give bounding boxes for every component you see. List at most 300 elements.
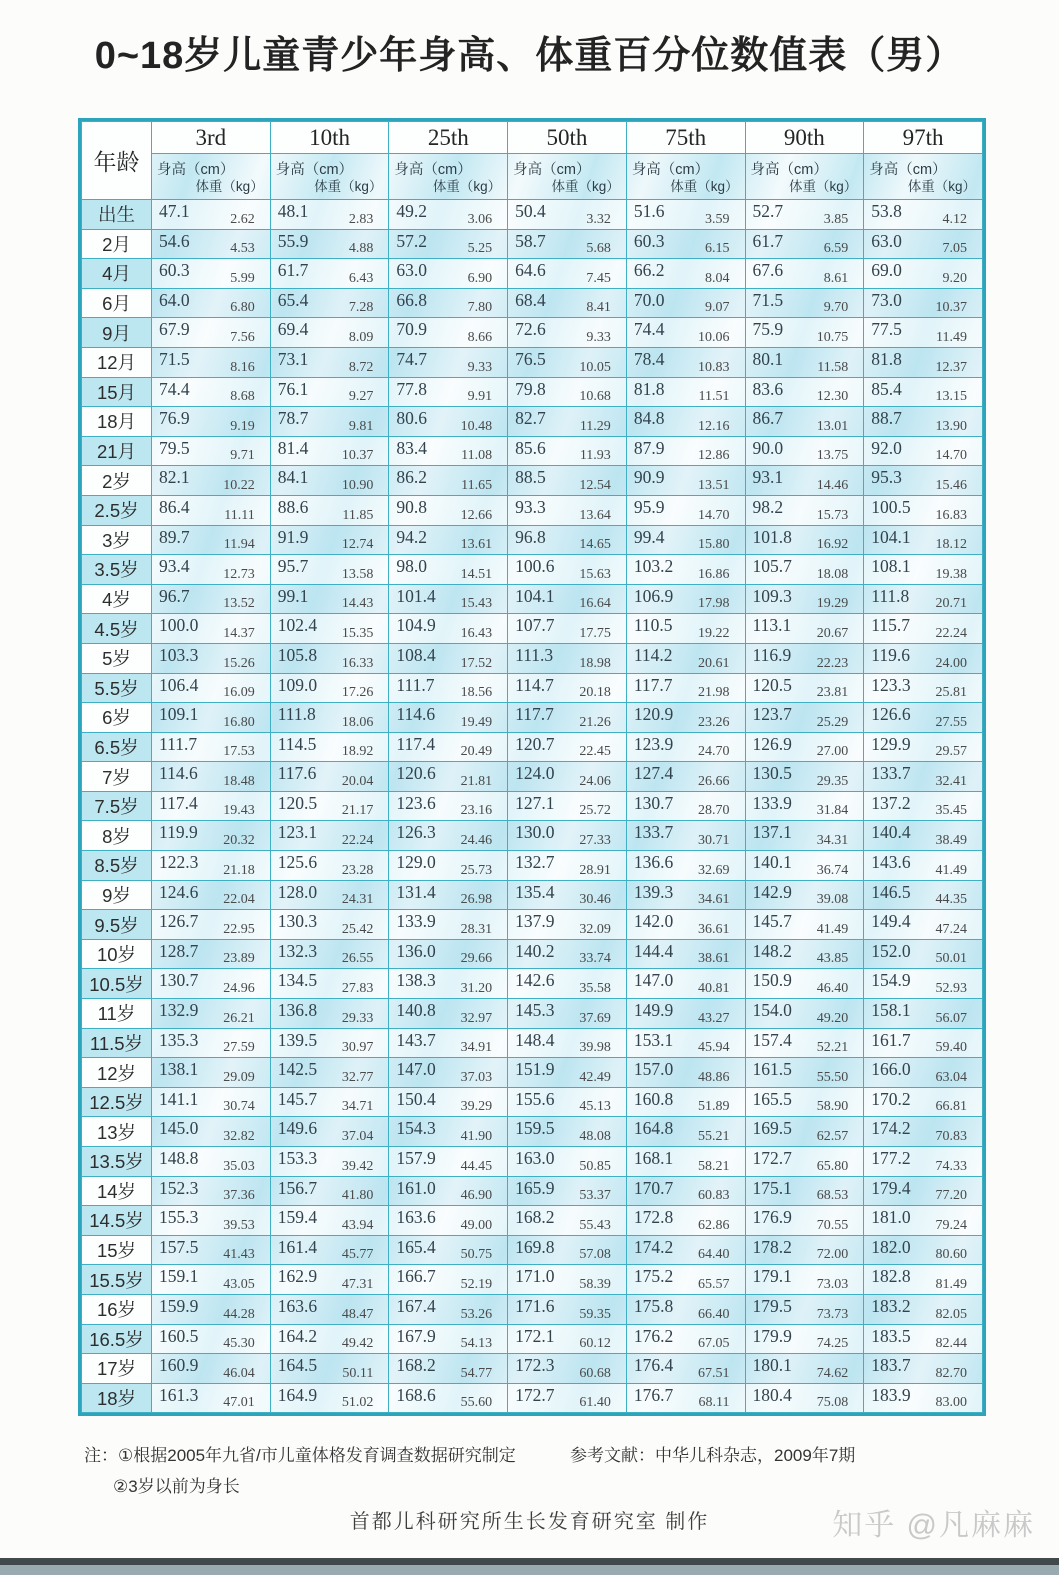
weight-value: 11.08 — [461, 448, 493, 464]
height-value: 172.7 — [752, 1148, 792, 1168]
weight-value: 25.29 — [816, 714, 849, 730]
value-cell — [508, 910, 627, 940]
weight-value: 8.09 — [348, 329, 374, 345]
weight-value: 7.28 — [348, 300, 374, 316]
value-cell — [152, 555, 271, 585]
age-cell: 9月 — [82, 318, 152, 348]
weight-value: 54.13 — [460, 1336, 493, 1352]
weight-value: 25.72 — [579, 803, 611, 819]
weight-value: 23.89 — [223, 951, 255, 967]
value-cell — [745, 614, 864, 644]
weight-value: 68.11 — [698, 1395, 730, 1411]
value-cell — [389, 347, 508, 377]
value-cell — [508, 229, 627, 259]
weight-value: 17.98 — [698, 596, 730, 612]
value-cell — [864, 939, 983, 969]
height-value: 78.7 — [277, 408, 309, 429]
value-cell — [508, 495, 627, 525]
table-row — [82, 377, 983, 407]
value-cell — [270, 525, 389, 555]
weight-value: 72.00 — [816, 1247, 849, 1263]
value-cell — [626, 1058, 745, 1088]
value-cell — [389, 821, 508, 851]
table-row — [82, 407, 983, 437]
value-cell — [864, 436, 983, 466]
weight-value: 14.37 — [223, 625, 255, 641]
table-body — [82, 200, 983, 1413]
weight-value: 34.31 — [816, 833, 849, 849]
weight-value: 39.42 — [341, 1158, 374, 1174]
height-value: 143.6 — [871, 852, 911, 873]
height-value: 167.4 — [396, 1295, 436, 1316]
value-cell — [389, 1294, 508, 1324]
value-cell — [152, 1354, 271, 1384]
value-cell — [626, 673, 745, 703]
value-cell — [152, 1206, 271, 1236]
weight-value: 18.08 — [816, 566, 849, 582]
weight-value: 27.83 — [341, 981, 374, 997]
height-unit-label: 身高（cm） — [750, 162, 828, 178]
value-cell — [389, 584, 508, 614]
weight-value: 59.35 — [579, 1306, 611, 1322]
age-cell: 7岁 — [82, 762, 152, 792]
value-cell — [626, 821, 745, 851]
value-cell — [864, 1294, 983, 1324]
weight-value: 55.60 — [460, 1395, 493, 1411]
value-cell — [152, 259, 271, 289]
weight-value: 35.03 — [223, 1158, 255, 1174]
value-cell — [389, 1265, 508, 1295]
value-cell — [864, 1383, 983, 1413]
height-value: 106.9 — [633, 585, 674, 606]
weight-value: 11.49 — [936, 329, 967, 345]
age-cell: 6.5岁 — [82, 732, 152, 762]
weight-value: 19.49 — [460, 714, 493, 730]
height-value: 106.4 — [159, 674, 199, 695]
height-value: 93.1 — [752, 467, 784, 488]
height-value: 174.2 — [871, 1118, 911, 1139]
height-value: 168.2 — [515, 1207, 555, 1228]
value-cell — [864, 703, 983, 733]
height-value: 163.0 — [515, 1148, 555, 1168]
table-row — [82, 762, 983, 792]
value-cell — [508, 1147, 627, 1177]
weight-value: 37.36 — [223, 1188, 255, 1204]
weight-value: 73.73 — [816, 1306, 849, 1322]
height-value: 57.2 — [396, 230, 428, 251]
value-cell — [508, 466, 627, 496]
value-cell — [152, 407, 271, 437]
age-cell: 5.5岁 — [82, 673, 152, 703]
height-value: 145.7 — [752, 911, 792, 932]
value-cell — [389, 200, 508, 230]
value-cell — [864, 762, 983, 792]
value-cell — [626, 1117, 745, 1147]
height-value: 111.3 — [515, 644, 554, 665]
table-row — [82, 821, 983, 851]
weight-value: 9.19 — [230, 418, 255, 434]
height-value: 183.7 — [871, 1355, 911, 1376]
height-value: 176.9 — [752, 1207, 792, 1228]
weight-value: 24.00 — [935, 655, 967, 671]
height-value: 88.6 — [277, 496, 309, 517]
height-value: 148.2 — [752, 940, 792, 961]
table-row — [82, 1383, 983, 1413]
weight-value: 24.06 — [579, 773, 611, 789]
height-value: 122.3 — [159, 852, 199, 873]
height-value: 176.4 — [633, 1355, 674, 1376]
table-row — [82, 466, 983, 496]
height-value: 120.6 — [396, 763, 436, 784]
height-value: 64.6 — [515, 260, 546, 281]
value-cell — [389, 1058, 508, 1088]
weight-value: 9.70 — [823, 300, 849, 316]
height-value: 183.2 — [871, 1295, 911, 1316]
height-value: 148.4 — [515, 1029, 555, 1050]
height-value: 104.9 — [396, 615, 436, 636]
value-cell — [270, 791, 389, 821]
value-cell — [389, 1087, 508, 1117]
value-cell — [270, 910, 389, 940]
value-cell — [152, 732, 271, 762]
table-row — [82, 703, 983, 733]
value-cell — [864, 791, 983, 821]
weight-value: 41.49 — [935, 862, 967, 878]
value-cell — [152, 495, 271, 525]
value-cell — [745, 288, 864, 318]
height-value: 135.4 — [515, 881, 555, 902]
value-cell — [864, 584, 983, 614]
value-cell — [270, 436, 389, 466]
value-cell — [864, 1265, 983, 1295]
weight-value: 2.62 — [230, 211, 255, 227]
weight-value: 6.59 — [823, 241, 849, 257]
weight-unit-label: 体重（kg） — [195, 179, 264, 194]
height-unit-label: 身高（cm） — [157, 162, 235, 178]
weight-value: 20.61 — [698, 655, 730, 671]
weight-value: 7.05 — [942, 241, 967, 257]
height-value: 123.6 — [396, 792, 436, 813]
value-cell — [626, 436, 745, 466]
age-cell: 10.5岁 — [82, 969, 152, 999]
weight-value: 16.92 — [816, 537, 849, 553]
value-cell — [152, 851, 271, 881]
value-cell — [389, 495, 508, 525]
weight-value: 23.81 — [816, 685, 849, 701]
age-cell: 9岁 — [82, 880, 152, 910]
weight-value: 10.37 — [341, 448, 374, 464]
value-cell — [152, 673, 271, 703]
height-value: 161.7 — [871, 1029, 911, 1050]
height-value: 69.0 — [871, 260, 902, 281]
age-cell: 8岁 — [82, 821, 152, 851]
height-value: 160.9 — [159, 1355, 199, 1376]
height-value: 143.7 — [396, 1029, 436, 1050]
weight-value: 8.04 — [705, 270, 730, 286]
height-value: 114.6 — [159, 763, 198, 784]
weight-value: 15.73 — [816, 507, 849, 523]
weight-value: 12.54 — [579, 477, 611, 493]
height-value: 142.5 — [277, 1059, 318, 1080]
height-value: 140.4 — [871, 822, 911, 843]
height-value: 139.5 — [277, 1029, 318, 1050]
weight-value: 74.25 — [816, 1336, 849, 1352]
height-value: 108.4 — [396, 644, 436, 665]
height-value: 155.6 — [515, 1088, 555, 1109]
age-cell: 12.5岁 — [82, 1087, 152, 1117]
height-value: 81.4 — [277, 437, 309, 458]
weight-value: 20.71 — [935, 596, 967, 612]
value-cell — [389, 673, 508, 703]
height-value: 160.5 — [159, 1325, 199, 1346]
value-cell — [270, 1176, 389, 1206]
weight-value: 31.84 — [816, 803, 849, 819]
value-cell — [626, 1147, 745, 1177]
weight-value: 8.41 — [586, 300, 611, 316]
age-cell: 2岁 — [82, 466, 152, 496]
weight-value: 37.69 — [579, 1010, 611, 1026]
weight-value: 39.08 — [816, 892, 849, 908]
value-cell — [152, 762, 271, 792]
value-cell — [626, 1206, 745, 1236]
value-cell — [270, 407, 389, 437]
height-value: 89.7 — [159, 526, 190, 547]
height-value: 132.3 — [277, 940, 318, 961]
value-cell — [389, 525, 508, 555]
age-cell: 11.5岁 — [82, 1028, 152, 1058]
weight-value: 13.51 — [698, 477, 730, 493]
value-cell — [745, 1176, 864, 1206]
weight-value: 5.68 — [586, 241, 611, 257]
height-value: 139.3 — [633, 881, 674, 902]
value-cell — [270, 703, 389, 733]
height-value: 95.7 — [277, 556, 309, 577]
height-value: 159.9 — [159, 1295, 199, 1316]
height-value: 156.7 — [277, 1177, 318, 1198]
height-value: 149.4 — [871, 911, 911, 932]
value-cell — [270, 821, 389, 851]
value-cell — [152, 377, 271, 407]
value-cell — [508, 999, 627, 1029]
height-value: 123.9 — [633, 733, 674, 754]
height-value: 86.7 — [752, 408, 784, 429]
height-value: 175.1 — [752, 1177, 792, 1198]
table-row — [82, 347, 983, 377]
value-cell — [745, 643, 864, 673]
value-cell — [864, 643, 983, 673]
value-cell — [389, 969, 508, 999]
measure-header-cell — [152, 154, 271, 200]
height-value: 111.8 — [871, 585, 910, 606]
value-cell — [864, 1087, 983, 1117]
height-value: 111.7 — [159, 733, 198, 754]
height-value: 84.8 — [633, 408, 665, 429]
height-value: 93.3 — [515, 496, 546, 517]
weight-value: 66.81 — [935, 1099, 967, 1115]
value-cell — [508, 1176, 627, 1206]
height-value: 136.8 — [277, 1000, 318, 1021]
value-cell — [270, 1383, 389, 1413]
height-value: 111.8 — [277, 704, 316, 725]
height-value: 105.8 — [277, 644, 318, 665]
height-value: 177.2 — [871, 1148, 911, 1168]
value-cell — [389, 407, 508, 437]
value-cell — [389, 1235, 508, 1265]
value-cell — [745, 259, 864, 289]
weight-value: 23.26 — [698, 714, 730, 730]
height-value: 84.1 — [277, 467, 309, 488]
value-cell — [389, 880, 508, 910]
weight-value: 65.57 — [698, 1276, 730, 1292]
height-value: 48.1 — [277, 201, 309, 221]
weight-value: 73.03 — [816, 1276, 849, 1292]
weight-value: 60.12 — [579, 1336, 611, 1352]
weight-value: 22.04 — [223, 892, 255, 908]
value-cell — [270, 1206, 389, 1236]
weight-value: 21.98 — [698, 685, 730, 701]
weight-value: 65.80 — [816, 1158, 849, 1174]
weight-value: 28.70 — [698, 803, 730, 819]
height-value: 70.9 — [396, 319, 428, 340]
value-cell — [745, 969, 864, 999]
weight-value: 18.12 — [935, 537, 967, 553]
weight-value: 12.66 — [460, 507, 493, 523]
value-cell — [389, 791, 508, 821]
height-value: 74.4 — [159, 378, 190, 399]
weight-value: 15.63 — [579, 566, 611, 582]
height-value: 82.7 — [515, 408, 546, 429]
weight-value: 68.53 — [816, 1188, 849, 1204]
height-value: 90.9 — [633, 467, 665, 488]
value-cell — [152, 525, 271, 555]
height-value: 75.9 — [752, 319, 784, 340]
height-value: 124.6 — [159, 881, 199, 902]
value-cell — [508, 732, 627, 762]
value-cell — [745, 436, 864, 466]
value-cell — [745, 555, 864, 585]
height-value: 69.4 — [277, 319, 309, 340]
value-cell — [626, 851, 745, 881]
weight-value: 49.20 — [816, 1010, 849, 1026]
value-cell — [626, 318, 745, 348]
value-cell — [626, 495, 745, 525]
height-value: 182.0 — [871, 1236, 911, 1257]
value-cell — [864, 555, 983, 585]
height-value: 140.1 — [752, 852, 792, 873]
height-value: 179.9 — [752, 1325, 792, 1346]
weight-value: 59.40 — [935, 1040, 967, 1056]
height-value: 147.0 — [633, 970, 674, 991]
height-value: 66.8 — [396, 289, 428, 310]
weight-value: 74.62 — [816, 1365, 849, 1381]
percentile-header: 25th — [389, 122, 508, 154]
weight-value: 51.02 — [341, 1395, 374, 1411]
value-cell — [745, 1383, 864, 1413]
weight-value: 18.56 — [460, 685, 493, 701]
value-cell — [626, 1087, 745, 1117]
height-value: 157.0 — [633, 1059, 674, 1080]
value-cell — [389, 436, 508, 466]
height-value: 174.2 — [633, 1236, 674, 1257]
weight-value: 11.94 — [223, 537, 255, 553]
weight-value: 15.46 — [935, 477, 967, 493]
height-value: 109.3 — [752, 585, 792, 606]
age-cell: 15月 — [82, 377, 152, 407]
weight-value: 81.49 — [935, 1276, 967, 1292]
value-cell — [864, 525, 983, 555]
weight-value: 9.33 — [467, 359, 493, 375]
value-cell — [745, 732, 864, 762]
value-cell — [864, 1028, 983, 1058]
table-row — [82, 584, 983, 614]
height-value: 135.3 — [159, 1029, 199, 1050]
value-cell — [626, 1265, 745, 1295]
value-cell — [508, 318, 627, 348]
value-cell — [270, 1058, 389, 1088]
value-cell — [864, 288, 983, 318]
weight-value: 22.45 — [579, 744, 611, 760]
value-cell — [389, 614, 508, 644]
table-row — [82, 495, 983, 525]
value-cell — [270, 1324, 389, 1354]
height-value: 76.9 — [159, 408, 190, 429]
weight-value: 9.20 — [942, 270, 967, 286]
value-cell — [389, 1206, 508, 1236]
table-row — [82, 1206, 983, 1236]
weight-value: 10.75 — [816, 329, 849, 345]
height-value: 161.3 — [159, 1384, 199, 1405]
weight-value: 7.45 — [586, 270, 611, 286]
height-value: 80.1 — [752, 348, 784, 369]
value-cell — [270, 377, 389, 407]
value-cell — [745, 1354, 864, 1384]
table-row — [82, 791, 983, 821]
weight-value: 18.06 — [341, 714, 374, 730]
height-value: 142.0 — [633, 911, 674, 932]
value-cell — [508, 880, 627, 910]
age-cell: 16.5岁 — [82, 1324, 152, 1354]
value-cell — [152, 466, 271, 496]
value-cell — [508, 703, 627, 733]
weight-value: 22.24 — [935, 625, 967, 641]
value-cell — [508, 407, 627, 437]
value-cell — [270, 673, 389, 703]
value-cell — [508, 969, 627, 999]
weight-value: 45.94 — [698, 1040, 730, 1056]
value-cell — [745, 200, 864, 230]
weight-value: 48.86 — [698, 1069, 730, 1085]
table-row — [82, 1147, 983, 1177]
weight-value: 25.73 — [460, 862, 493, 878]
height-value: 81.8 — [633, 378, 665, 399]
value-cell — [152, 1117, 271, 1147]
reference-text: 参考文献：中华儿科杂志，2009年7期 — [570, 1446, 856, 1465]
value-cell — [745, 377, 864, 407]
weight-value: 13.58 — [341, 566, 374, 582]
value-cell — [270, 1294, 389, 1324]
age-cell: 14岁 — [82, 1176, 152, 1206]
weight-value: 17.26 — [341, 685, 374, 701]
height-value: 147.0 — [396, 1059, 436, 1080]
weight-value: 19.38 — [935, 566, 967, 582]
weight-value: 77.20 — [935, 1188, 967, 1204]
weight-value: 44.45 — [460, 1158, 493, 1174]
age-cell: 6岁 — [82, 703, 152, 733]
value-cell — [270, 880, 389, 910]
weight-value: 58.39 — [579, 1276, 611, 1292]
value-cell — [508, 1383, 627, 1413]
height-value: 117.4 — [396, 733, 436, 754]
